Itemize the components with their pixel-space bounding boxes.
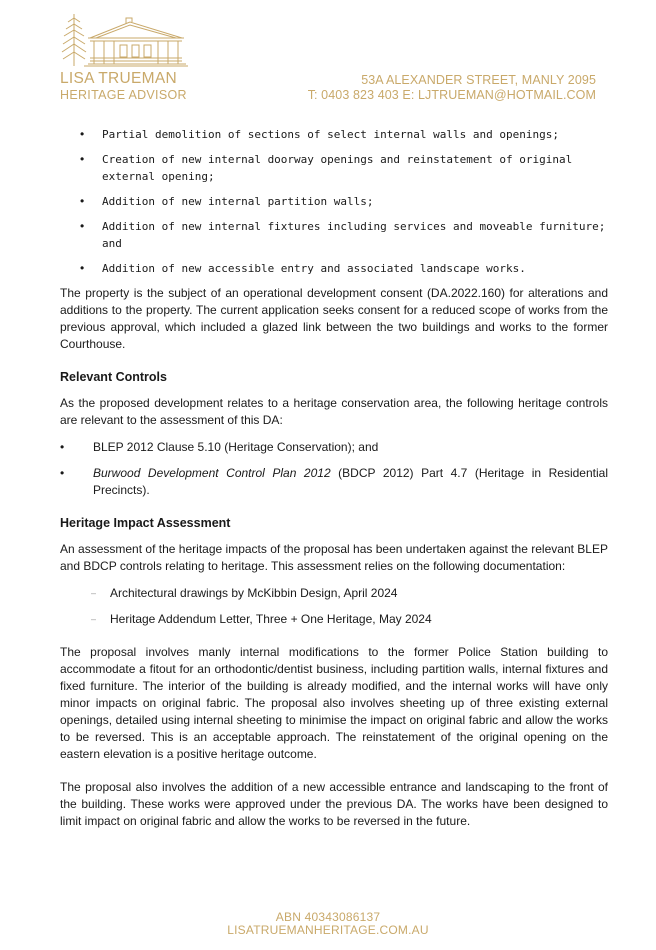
paragraph-consent: The property is the subject of an operational development consent (DA.2022.160) for alterations and additions to the property. The current application seeks consent for a reduced scope of works from the previous approval, which included a glazed link between the two buildings and works to the former Courthouse. [60,286,608,351]
footer-website: LISATRUEMANHERITAGE.COM.AU [227,923,429,937]
brand-subtitle: HERITAGE ADVISOR [60,88,187,102]
list-item: • Creation of new internal doorway openings and reinstatement of original external opening; [60,151,608,185]
list-item: – Heritage Addendum Letter, Three + One Heritage, May 2024 [60,611,608,628]
header-contact: T: 0403 823 403 E: LJTRUEMAN@HOTMAIL.COM [307,88,596,102]
paragraph-impact-intro: An assessment of the heritage impacts of the proposal has been undertaken against the relevant BLEP and BDCP controls relating to heritage. This assessment relies on the following documentation: [60,542,608,573]
dcp-detail: (BDCP 2012) Part 4.7 (Heritage in Residential Precincts). [93,466,608,497]
works-list [60,126,608,277]
paragraph-impact-1: The proposal involves manly internal modifications to the former Police Station building to accommodate a fitout for an orthodontic/dentist business, including partition walls, internal fixtures and fixed furniture. The interior of the building is already modified, and the internal works will have only minor impacts on original fabric. The proposal also involves sheeting up of three existing external openings, detailed using internal sheeting to minimise the impact on original fabric and allow the works to be reversed. This is an acceptable approach. The reinstatement of the original opening on the eastern elevation is a positive heritage outcome. [60,645,608,761]
heading-relevant-controls: Relevant Controls [60,370,167,384]
heading-heritage-impact: Heritage Impact Assessment [60,516,231,530]
list-item [60,465,608,499]
paragraph-controls-intro: As the proposed development relates to a heritage conservation area, the following heritage controls are relevant to the assessment of this DA: [60,396,608,427]
brand-name: LISA TRUEMAN [60,70,178,87]
list-item: • BLEP 2012 Clause 5.10 (Heritage Conservation); and [60,439,608,456]
list-item: • Partial demolition of sections of select internal walls and openings; [60,126,608,143]
heritage-building-logo-icon [60,12,190,68]
paragraph-impact-2: The proposal also involves the addition of a new accessible entrance and landscaping to the front of the building. These works were approved under the previous DA. The works have been designed to limit impact on original fabric and allow the works to be reversed in the future. [60,780,608,828]
list-item: • Addition of new internal partition walls; [60,193,608,210]
footer-abn: ABN 40343086137 [275,910,381,924]
list-item: • Addition of new internal fixtures including services and moveable furniture; and [60,218,608,252]
controls-list [60,439,608,499]
documentation-list [60,585,608,628]
list-item: – Architectural drawings by McKibbin Design, April 2024 [60,585,608,602]
header-address: 53A ALEXANDER STREET, MANLY 2095 [361,73,596,87]
dcp-title: Burwood Development Control Plan 2012 [93,466,331,480]
document-body [60,126,608,840]
list-item: • Addition of new accessible entry and associated landscape works. [60,260,608,277]
